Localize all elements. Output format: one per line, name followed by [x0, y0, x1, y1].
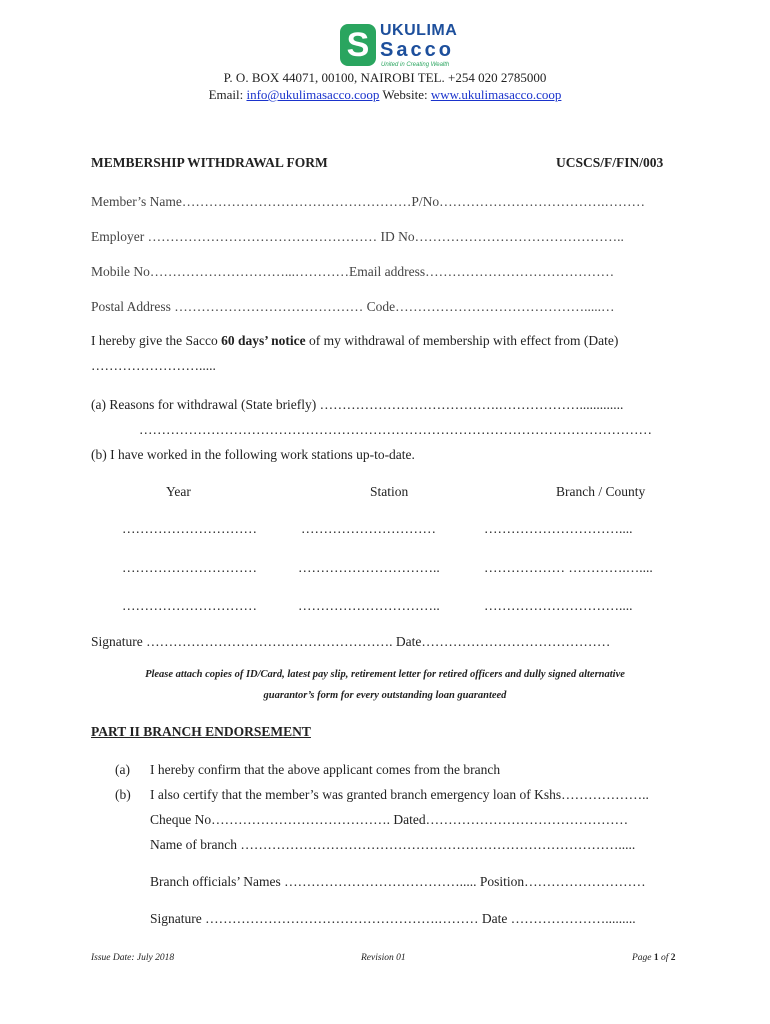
branch-name-field[interactable]: Name of branch …………………………………………………………………………..... — [150, 837, 636, 852]
issue-date: Issue Date: July 2018 — [91, 953, 175, 963]
logo-name-line2: Sacco — [380, 39, 454, 61]
notice-period: 60 days’ notice — [221, 333, 306, 348]
branch-officials-field[interactable]: Branch officials’ Names …………………………………..... Position……………………… — [150, 874, 646, 889]
reason-field[interactable]: (a) Reasons for withdrawal (State briefly) ………………………………….………………............. — [91, 397, 624, 412]
table-cell-year[interactable]: ………………………… — [122, 598, 257, 613]
ukulima-sacco-logo — [340, 22, 470, 70]
email-link[interactable]: info@ukulimasacco.coop — [246, 87, 380, 102]
logo-tagline: United in Creating Wealth — [381, 62, 450, 68]
work-stations-statement: (b) I have worked in the following work stations up-to-date. — [91, 447, 415, 462]
member-name-field[interactable]: Member’s Name……………………………………………P/No……………………………….……… — [91, 194, 645, 209]
table-cell-year[interactable]: ………………………… — [122, 560, 257, 575]
col-header-year: Year — [166, 484, 191, 499]
member-signature-field[interactable]: Signature ………………………………………………. Date…………………………………… — [91, 634, 611, 649]
item-a-label: (a) — [115, 762, 130, 777]
table-cell-branch[interactable]: ………………………….... — [484, 598, 633, 613]
contact-line — [0, 87, 770, 103]
logo-mark: S — [340, 24, 376, 66]
table-cell-station[interactable]: ………………………….. — [298, 598, 440, 613]
emergency-loan-field[interactable]: I also certify that the member’s was granted branch emergency loan of Kshs……………….. — [150, 787, 649, 802]
attachment-note-line1: Please attach copies of ID/Card, latest pay slip, retirement letter for retired officers and dully signed alternative — [145, 669, 625, 680]
attachment-note-line2: guarantor’s form for every outstanding loan guaranteed — [263, 690, 507, 701]
col-header-branch-county: Branch / County — [556, 484, 646, 499]
reason-field-continued[interactable]: …………………………………………………………………………………………………… — [139, 422, 652, 437]
revision: Revision 01 — [361, 953, 406, 963]
website-label: Website: — [382, 87, 428, 102]
email-label: Email: — [208, 87, 244, 102]
mobile-field[interactable]: Mobile No…………………………...…………Email address…………………………………… — [91, 264, 615, 279]
table-cell-year[interactable]: ………………………… — [122, 521, 257, 536]
form-code: UCSCS/F/FIN/003 — [556, 155, 664, 170]
notice-text: I hereby give the Sacco 60 days’ notice of my withdrawal of membership with effect from (Date) — [91, 333, 619, 348]
table-cell-station[interactable]: ………………………… — [301, 521, 436, 536]
website-link[interactable]: www.ukulimasacco.coop — [430, 87, 562, 102]
item-b-label: (b) — [115, 787, 131, 802]
branch-confirmation-text: I hereby confirm that the above applicant comes from the branch — [150, 762, 501, 777]
postal-field[interactable]: Postal Address …………………………………… Code…………………………………….....… — [91, 299, 615, 314]
col-header-station: Station — [370, 484, 409, 499]
cheque-field[interactable]: Cheque No…………………………………. Dated……………………………………… — [150, 812, 629, 827]
address-line: P. O. BOX 44071, 00100, NAIROBI TEL. +254 020 2785000 — [223, 70, 547, 85]
logo-name-line1: UKULIMA — [380, 22, 458, 39]
branch-signature-field[interactable]: Signature …………………………………………….……… Date …………………......... — [150, 911, 636, 926]
table-cell-branch[interactable]: ……………… ………….….... — [484, 560, 653, 575]
form-title: MEMBERSHIP WITHDRAWAL FORM — [91, 155, 328, 170]
table-cell-station[interactable]: ………………………….. — [298, 560, 440, 575]
notice-date-field[interactable]: ……………………..... — [91, 358, 216, 373]
part2-heading: PART II BRANCH ENDORSEMENT — [91, 724, 311, 739]
page-number: Page 1 of 2 — [632, 953, 676, 963]
table-cell-branch[interactable]: ………………………….... — [484, 521, 633, 536]
employer-field[interactable]: Employer …………………………………………… ID No……………………………………….. — [91, 229, 624, 244]
